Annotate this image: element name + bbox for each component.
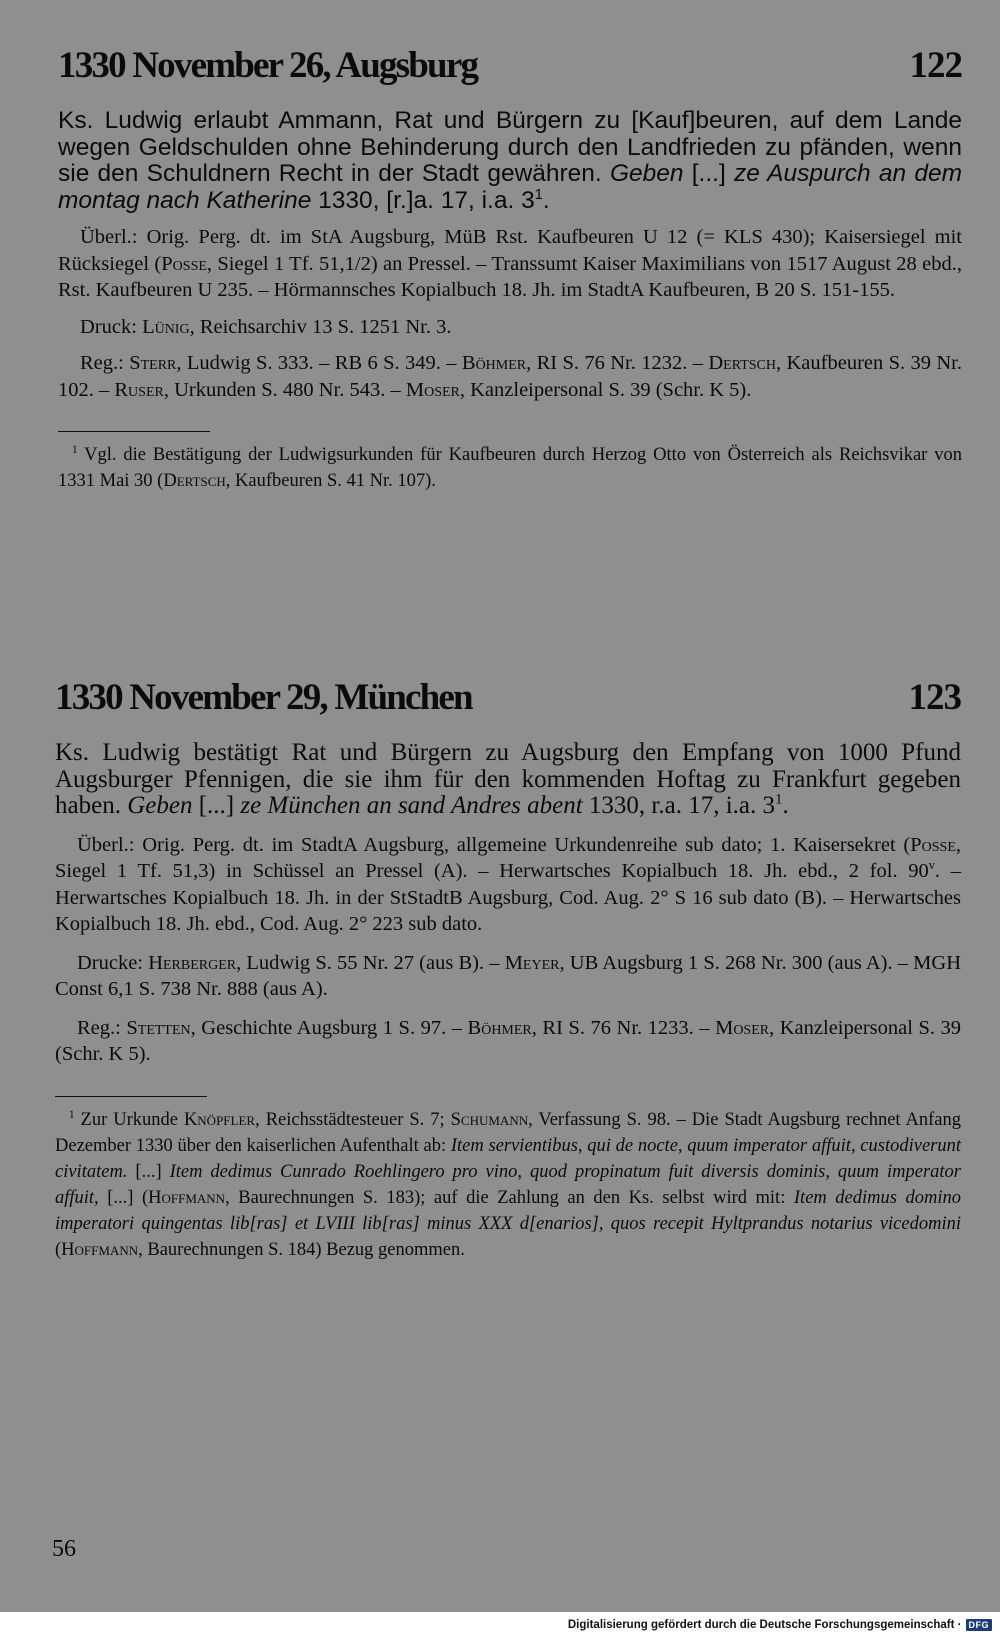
document-entry-122: [58, 40, 962, 494]
entry-number: 123: [908, 677, 961, 718]
entry-date-place: 1330 November 26, Augsburg: [58, 45, 478, 86]
footnote-divider: [58, 431, 210, 432]
regesta-note: Reg.: Stetten, Geschichte Augsburg 1 S. 97. – Böhmer, RI S. 76 Nr. 1233. – Moser, Kanzleipersonal S. 39 (Schr. K 5).: [55, 1016, 962, 1065]
entry-number: 122: [909, 45, 962, 86]
footnote: $^1$ Zur Urkunde Knöpfler, Reichsstädtesteuer S. 7; Schumann, Verfassung S. 98. – Die Stadt Augsburg rechnet Anfang Dezember 1330 über den kaiserlichen Aufenthalt ab: Item servientibus, qui de nocte, quum imperator affuit, custodiverunt civitatem. [...] Item dedimus Cunrado Roehlingero pro vino, quod propinatum fuit diversis dominis, quum imperator affuit, [...] (Hoffmann, Baurechnungen S. 183); auf die Zahlung an den Ks. selbst wird mit: Item dedimus domino imperatori quingentas lib[ras] et LVIII lib[ras] minus XXX d[enarios], quos recepit Hyltprandus notarius vicedomini (Hoffmann, Baurechnungen S. 184) Bezug genommen.: [55, 1108, 962, 1260]
regest-text: Ks. Ludwig bestätigt Rat und Bürgern zu Augsburg den Empfang von 1000 Pfund Augsburger Pfennigen, die sie ihm für den kommenden Hoftag zu Frankfurt gegeben haben. Geben [...] ze München an sand Andres abent 1330, r.a. 17, i.a. $3^1$.: [55, 739, 961, 819]
prints-note: Drucke: Herberger, Ludwig S. 55 Nr. 27 (aus B). – Meyer, UB Augsburg 1 S. 268 Nr. 300 (aus A). – MGH Const 6,1 S. 738 Nr. 888 (aus A).: [55, 951, 962, 1000]
footnote-divider: [55, 1096, 207, 1097]
entry-heading: [55, 672, 961, 724]
digitization-footer: [568, 1616, 992, 1634]
regesta-note: Reg.: Sterr, Ludwig S. 333. – RB 6 S. 349. – Böhmer, RI S. 76 Nr. 1232. – Dertsch, Kaufbeuren S. 39 Nr. 102. – Ruser, Urkunden S. 480 Nr. 543. – Moser, Kanzleipersonal S. 39 (Schr. K 5).: [58, 352, 963, 401]
regest-text: Ks. Ludwig erlaubt Ammann, Rat und Bürgern zu [Kauf]beuren, auf dem Lande wegen Geldschulden ohne Behinderung durch den Landfrieden zu pfänden, wenn sie den Schuldnern Recht in der Stadt gewähren. Geben [...] ze Auspurch an dem montag nach Katherine 1330, [r.]a. 17, i.a. $3^1$.: [58, 107, 963, 214]
footer-text: Digitalisierung gefördert durch die Deutsche Forschungsgemeinschaft ·: [567, 1619, 962, 1631]
print-note: Druck: Lünig, Reichsarchiv 13 S. 1251 Nr. 3.: [80, 315, 452, 338]
transmission-note: Überl.: Orig. Perg. dt. im StA Augsburg, MüB Rst. Kaufbeuren U 12 (= KLS 430); Kaisersiegel mit Rücksiegel (Posse, Siegel 1 Tf. 51,1/2) an Pressel. – Transsumt Kaiser Maximilians von 1517 August 28 ebd., Rst. Kaufbeuren U 235. – Hörmannsches Kopialbuch 18. Jh. im StadtA Kaufbeuren, B 20 S. 151-155.: [58, 226, 962, 301]
footnote: $^1$ Vgl. die Bestätigung der Ludwigsurkunden für Kaufbeuren durch Herzog Otto von Österreich als Reichsvikar von 1331 Mai 30 (Dertsch, Kaufbeuren S. 41 Nr. 107).: [58, 443, 962, 491]
page-number: 56: [52, 1536, 76, 1562]
entry-date-place: 1330 November 29, München: [55, 677, 472, 718]
entry-heading: [58, 40, 962, 92]
transmission-note: Überl.: Orig. Perg. dt. im StadtA Augsburg, allgemeine Urkundenreihe sub dato; 1. Kaisersekret (Posse, Siegel 1 Tf. 51,3) in Schüssel an Pressel (A). – Herwartsches Kopialbuch 18. Jh. ebd., 2 fol. 90$^v$. – Herwartsches Kopialbuch 18. Jh. in der StStadtB Augsburg, Cod. Aug. 2° S 16 sub dato (B). – Herwartsches Kopialbuch 18. Jh. ebd., Cod. Aug. 2° 223 sub dato.: [55, 833, 961, 935]
dfg-logo: DFG: [966, 1619, 993, 1631]
document-entry-123: [55, 672, 961, 1263]
